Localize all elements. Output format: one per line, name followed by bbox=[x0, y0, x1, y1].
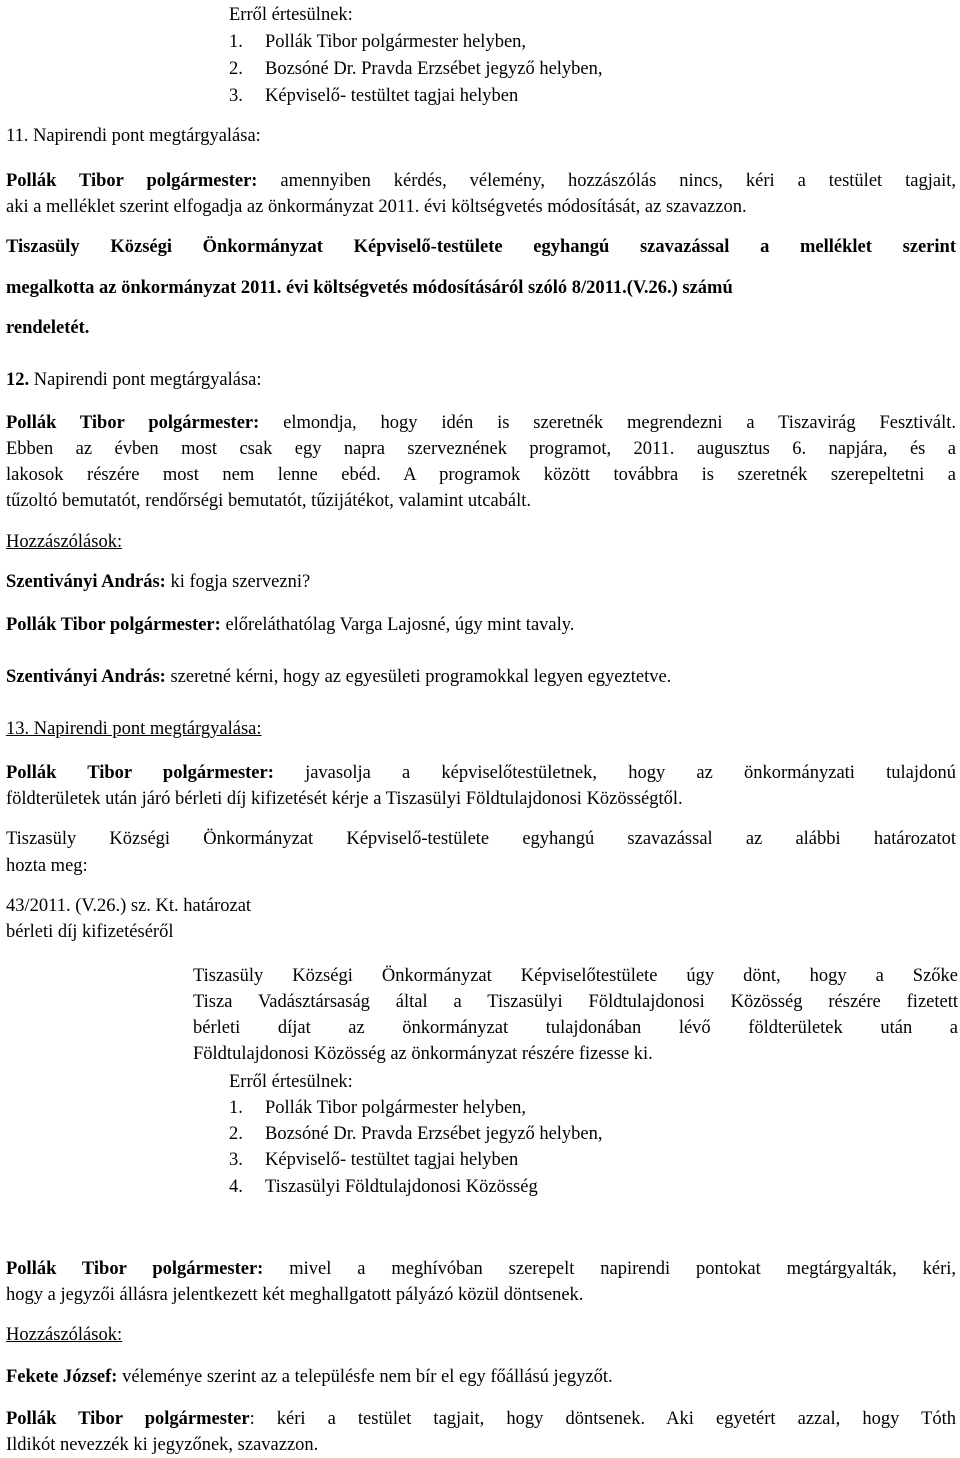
item11-heading: 11. Napirendi pont megtárgyalása: bbox=[6, 126, 261, 146]
text-span: : kéri a testület tagjait, hogy döntsenek. Aki egyetért azzal, hogy Tóth bbox=[249, 1409, 957, 1429]
item12-text-line1 bbox=[6, 412, 956, 434]
item12-text-line3: lakosok részére most nem lenne ebéd. A programok között továbbra is szeretnék szerepeltetni a bbox=[6, 465, 956, 485]
list-text: Bozsóné Dr. Pravda Erzsébet jegyző helyben, bbox=[265, 59, 603, 79]
list-number: 1. bbox=[229, 1098, 243, 1118]
list-text: Pollák Tibor polgármester helyben, bbox=[265, 32, 527, 52]
resolution-subject: bérleti díj kifizetéséről bbox=[6, 922, 174, 942]
item11-decision-line3: rendeletét. bbox=[6, 318, 90, 338]
comment-line bbox=[6, 614, 956, 636]
item12-text-line4: tűzoltó bemutatót, rendőrségi bemutatót, tűzijátékot, valamint utcabált. bbox=[6, 491, 532, 511]
speaker-name: Szentiványi András: bbox=[6, 667, 166, 687]
text-span: javasolja a képviselőtestületnek, hogy az önkormányzati tulajdonú bbox=[305, 763, 956, 783]
list-item bbox=[229, 1097, 729, 1119]
text-span: szeretné kérni, hogy az egyesületi programokkal legyen egyeztetve. bbox=[170, 667, 672, 687]
comment-line-continued: Ildikót nevezzék ki jegyzőnek, szavazzon. bbox=[6, 1435, 319, 1455]
text-span: mivel a meghívóban szerepelt napirendi pontokat megtárgyalták, kéri, bbox=[289, 1259, 957, 1279]
item12-heading bbox=[6, 369, 956, 391]
comments-heading: Hozzászólások: bbox=[6, 532, 123, 552]
text-span: amennyiben kérdés, vélemény, hozzászólás nincs, kéri a testület tagjait, bbox=[280, 171, 956, 191]
speaker-name: Pollák Tibor polgármester: bbox=[6, 413, 260, 433]
speaker-name: Pollák Tibor polgármester bbox=[6, 1409, 250, 1429]
list-number: 3. bbox=[229, 1150, 243, 1170]
list-item bbox=[229, 1149, 729, 1171]
list-number: 3. bbox=[229, 86, 243, 106]
item11-text-line2: aki a melléklet szerint elfogadja az önkormányzat 2011. évi költségvetés módosítását, az szavazzon. bbox=[6, 197, 747, 217]
item11-decision-line2: megalkotta az önkormányzat 2011. évi költségvetés módosításáról szóló 8/2011.(V.26.) számú bbox=[6, 278, 733, 298]
item13-text-line1 bbox=[6, 762, 956, 784]
resolution-line: Földtulajdonosi Közösség az önkormányzat részére fizesse ki. bbox=[193, 1044, 653, 1064]
item13-decision-line2: hozta meg: bbox=[6, 856, 88, 876]
notify-top-title: Erről értesülnek: bbox=[229, 5, 353, 25]
resolution-line: bérleti díjat az önkormányzat tulajdonában lévő földterületek után a bbox=[193, 1018, 958, 1038]
list-number: 2. bbox=[229, 59, 243, 79]
comment-line bbox=[6, 1366, 956, 1388]
resolution-number: 43/2011. (V.26.) sz. Kt. határozat bbox=[6, 896, 252, 916]
item13-text-line2: földterületek után járó bérleti díj kifizetését kérje a Tiszasülyi Földtulajdonosi Közösségtől. bbox=[6, 789, 683, 809]
list-text: Képviselő- testültet tagjai helyben bbox=[265, 1150, 519, 1170]
list-text: Tiszasülyi Földtulajdonosi Közösség bbox=[265, 1177, 538, 1197]
text-span: véleménye szerint az a településfe nem bír el egy főállású jegyzőt. bbox=[122, 1367, 613, 1387]
heading-text: Napirendi pont megtárgyalása: bbox=[33, 370, 262, 390]
notify-title: Erről értesülnek: bbox=[229, 1072, 353, 1092]
list-item bbox=[229, 1123, 729, 1145]
list-text: Pollák Tibor polgármester helyben, bbox=[265, 1098, 527, 1118]
item12-text-line2: Ebben az évben most csak egy napra szerveznének programot, 2011. augusztus 6. napjára, és a bbox=[6, 439, 956, 459]
closing-text-line1 bbox=[6, 1258, 956, 1280]
text-span: előreláthatólag Varga Lajosné, úgy mint tavaly. bbox=[225, 615, 575, 635]
list-text: Képviselő- testültet tagjai helyben bbox=[265, 86, 519, 106]
list-item bbox=[229, 58, 729, 80]
speaker-name: Szentiványi András: bbox=[6, 572, 166, 592]
list-number: 2. bbox=[229, 1124, 243, 1144]
text-span: elmondja, hogy idén is szeretnék megrendezni a Tiszavirág Fesztivált. bbox=[283, 413, 956, 433]
comments-heading: Hozzászólások: bbox=[6, 1325, 123, 1345]
text-span: ki fogja szervezni? bbox=[170, 572, 311, 592]
speaker-name: Pollák Tibor polgármester: bbox=[6, 1259, 264, 1279]
list-item bbox=[229, 1176, 729, 1198]
comment-line bbox=[6, 666, 956, 688]
speaker-name: Pollák Tibor polgármester: bbox=[6, 615, 221, 635]
list-item bbox=[229, 85, 729, 107]
item13-decision-line1: Tiszasüly Községi Önkormányzat Képviselő-testülete egyhangú szavazással az alábbi határozatot bbox=[6, 829, 956, 849]
heading-number: 12. bbox=[6, 370, 30, 390]
comment-line bbox=[6, 571, 956, 593]
resolution-line: Tiszasüly Községi Önkormányzat Képviselőtestülete úgy dönt, hogy a Szőke bbox=[193, 966, 958, 986]
comment-line bbox=[6, 1408, 956, 1430]
list-number: 4. bbox=[229, 1177, 243, 1197]
item11-decision-line1: Tiszasüly Községi Önkormányzat Képviselő-testülete egyhangú szavazással a melléklet szerint bbox=[6, 237, 956, 257]
speaker-name: Pollák Tibor polgármester: bbox=[6, 763, 274, 783]
list-item bbox=[229, 31, 729, 53]
resolution-line: Tisza Vadásztársaság által a Tiszasülyi Földtulajdonosi Közösség részére fizetett bbox=[193, 992, 958, 1012]
item13-heading: 13. Napirendi pont megtárgyalása: bbox=[6, 719, 262, 739]
item11-text-line1 bbox=[6, 170, 956, 192]
list-number: 1. bbox=[229, 32, 243, 52]
closing-text-line2: hogy a jegyzői állásra jelentkezett két meghallgatott pályázó közül döntsenek. bbox=[6, 1285, 584, 1305]
list-text: Bozsóné Dr. Pravda Erzsébet jegyző helyben, bbox=[265, 1124, 603, 1144]
speaker-name: Pollák Tibor polgármester: bbox=[6, 171, 258, 191]
speaker-name: Fekete József: bbox=[6, 1367, 118, 1387]
